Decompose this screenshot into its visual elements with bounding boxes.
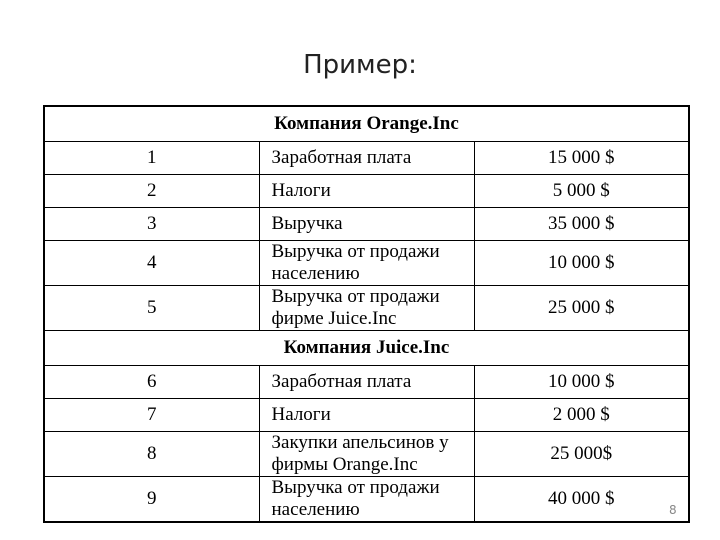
row-number: 2 xyxy=(44,175,259,208)
table-row xyxy=(44,142,689,175)
row-number: 4 xyxy=(44,241,259,286)
row-value: 35 000 $ xyxy=(474,208,689,241)
section-header-row xyxy=(44,331,689,366)
table-row xyxy=(44,432,689,477)
row-number: 5 xyxy=(44,286,259,331)
row-number: 3 xyxy=(44,208,259,241)
row-label: Выручка xyxy=(259,208,474,241)
row-label: Закупки апельсинов у фирмы Orange.Inc xyxy=(259,432,474,477)
row-value: 25 000$ xyxy=(474,432,689,477)
table-row xyxy=(44,208,689,241)
row-label: Выручка от продажи населению xyxy=(259,241,474,286)
row-value: 10 000 $ xyxy=(474,241,689,286)
company-data-table xyxy=(43,105,690,523)
row-label: Налоги xyxy=(259,175,474,208)
table-row xyxy=(44,399,689,432)
row-value: 40 000 $ xyxy=(474,477,689,523)
section-header-orange: Компания Orange.Inc xyxy=(44,106,689,142)
row-label: Выручка от продажи фирме Juice.Inc xyxy=(259,286,474,331)
table-row xyxy=(44,366,689,399)
row-value: 5 000 $ xyxy=(474,175,689,208)
row-number: 6 xyxy=(44,366,259,399)
row-label: Заработная плата xyxy=(259,142,474,175)
row-value: 2 000 $ xyxy=(474,399,689,432)
page-number: 8 xyxy=(669,503,677,517)
table-row xyxy=(44,175,689,208)
row-value: 15 000 $ xyxy=(474,142,689,175)
row-number: 9 xyxy=(44,477,259,523)
table-row xyxy=(44,241,689,286)
row-number: 8 xyxy=(44,432,259,477)
table-row xyxy=(44,286,689,331)
row-number: 7 xyxy=(44,399,259,432)
section-header-row xyxy=(44,106,689,142)
table-row xyxy=(44,477,689,523)
row-label: Налоги xyxy=(259,399,474,432)
section-header-juice: Компания Juice.Inc xyxy=(44,331,689,366)
row-number: 1 xyxy=(44,142,259,175)
row-label: Выручка от продажи населению xyxy=(259,477,474,523)
row-value: 10 000 $ xyxy=(474,366,689,399)
row-value: 25 000 $ xyxy=(474,286,689,331)
row-label: Заработная плата xyxy=(259,366,474,399)
slide-title: Пример: xyxy=(303,50,417,80)
